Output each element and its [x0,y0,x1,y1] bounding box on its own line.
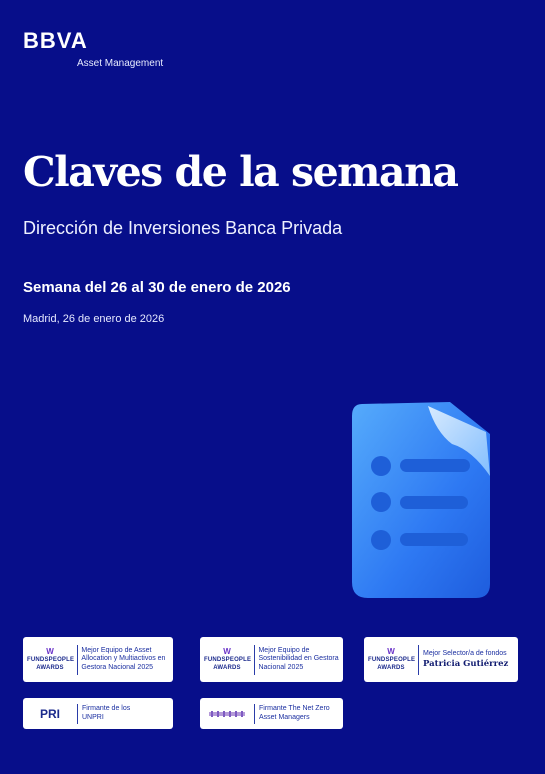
signatory-badge [23,698,173,729]
bbva-logo [23,28,164,69]
page-title: Claves de la semana [23,148,458,196]
pri-logo: PRI [39,706,60,721]
award-badge [364,637,518,682]
fundspeople-awards-logo: W FUNDSPEOPLE AWARDS [368,646,416,671]
week-range: Semana del 26 al 30 de enero de 2026 [23,279,291,296]
page-subtitle: Dirección de Inversiones Banca Privada [23,218,343,238]
net-zero-logo [204,710,250,718]
award-badge [200,637,343,682]
publication-date: Madrid, 26 de enero de 2026 [23,313,165,325]
award-person-name: Patricia Gutiérrez [423,658,509,669]
document-list-icon [340,392,500,612]
bbva-logo-subtitle: Asset Management [77,58,164,69]
bbva-logo-mark: BBVA [23,28,88,53]
signatory-badge [200,698,343,729]
signatory-text: Firmante de los UNPRI [82,705,131,721]
fundspeople-awards-logo: W FUNDSPEOPLE AWARDS [27,646,75,671]
signatory-text: Firmante The Net Zero Asset Managers [259,705,330,721]
award-text: Mejor Equipo de Sostenibilidad en Gestora Nacional 2025 [258,646,339,671]
award-badge [23,637,173,682]
award-text: Mejor Equipo de Asset Allocation y Multiactivos en Gestora Nacional 2025 [81,646,166,671]
fundspeople-awards-logo: W FUNDSPEOPLE AWARDS [204,646,252,671]
award-text: Mejor Selector/a de fondos [423,650,507,658]
